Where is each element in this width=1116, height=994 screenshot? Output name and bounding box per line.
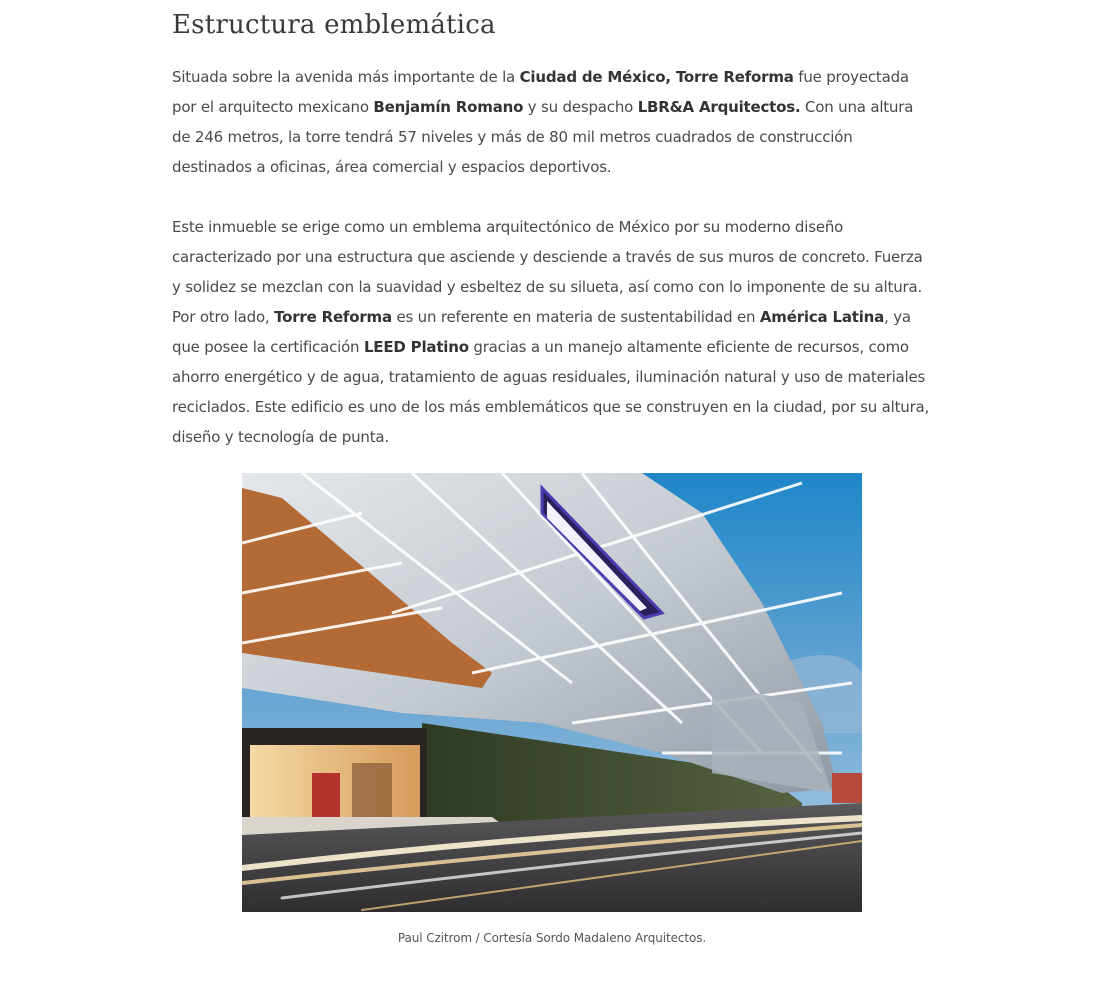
bold-architect: Benjamín Romano bbox=[373, 98, 524, 116]
bold-firm: LBR&A Arquitectos. bbox=[637, 98, 801, 116]
bold-place: Ciudad de México, Torre Reforma bbox=[519, 68, 794, 86]
text-span: y su despacho bbox=[523, 98, 638, 116]
text-span: Este inmueble se erige como un emblema arquitectónico de México por su moderno diseño caracterizado por una estructura que asciende y desciende a través de sus muros de concreto. Fuerza y solidez se mezclan con la suavidad y esbeltez de su silueta, así como con lo imponente de su altura. Por otro lado, bbox=[172, 218, 923, 326]
bold-tower: Torre Reforma bbox=[274, 308, 392, 326]
text-span: fue proyectada por el arquitecto mexicano bbox=[172, 68, 909, 116]
lobby-interior bbox=[352, 763, 392, 817]
section-heading: Estructura emblemática bbox=[172, 10, 496, 40]
bold-region: América Latina bbox=[759, 308, 885, 326]
text-span: , ya que posee la certificación bbox=[172, 308, 911, 356]
text-span: es un referente en materia de sustentabilidad en bbox=[391, 308, 760, 326]
photo-caption: Paul Czitrom / Cortesía Sordo Madaleno Arquitectos. bbox=[397, 931, 707, 945]
text-span: Situada sobre la avenida más importante de la bbox=[172, 68, 520, 86]
distant-building bbox=[832, 773, 862, 803]
building-illustration bbox=[242, 473, 862, 912]
article bbox=[172, 0, 934, 446]
paragraph-intro bbox=[172, 62, 934, 182]
paragraph-emblem bbox=[172, 212, 934, 452]
building-photo bbox=[242, 473, 862, 912]
text-span: Con una altura de 246 metros, la torre tendrá 57 niveles y más de 80 mil metros cuadrados de construcción destinados a oficinas, área comercial y espacios deportivos. bbox=[172, 98, 914, 176]
bold-certification: LEED Platino bbox=[363, 338, 469, 356]
text-span: gracias a un manejo altamente eficiente de recursos, como ahorro energético y de agua, tratamiento de aguas residuales, iluminación natural y uso de materiales reciclados. Este edificio es uno de los más emblemáticos que se construyen en la ciudad, por su altura, diseño y tecnología de punta. bbox=[172, 338, 930, 446]
lobby-art bbox=[312, 773, 340, 817]
